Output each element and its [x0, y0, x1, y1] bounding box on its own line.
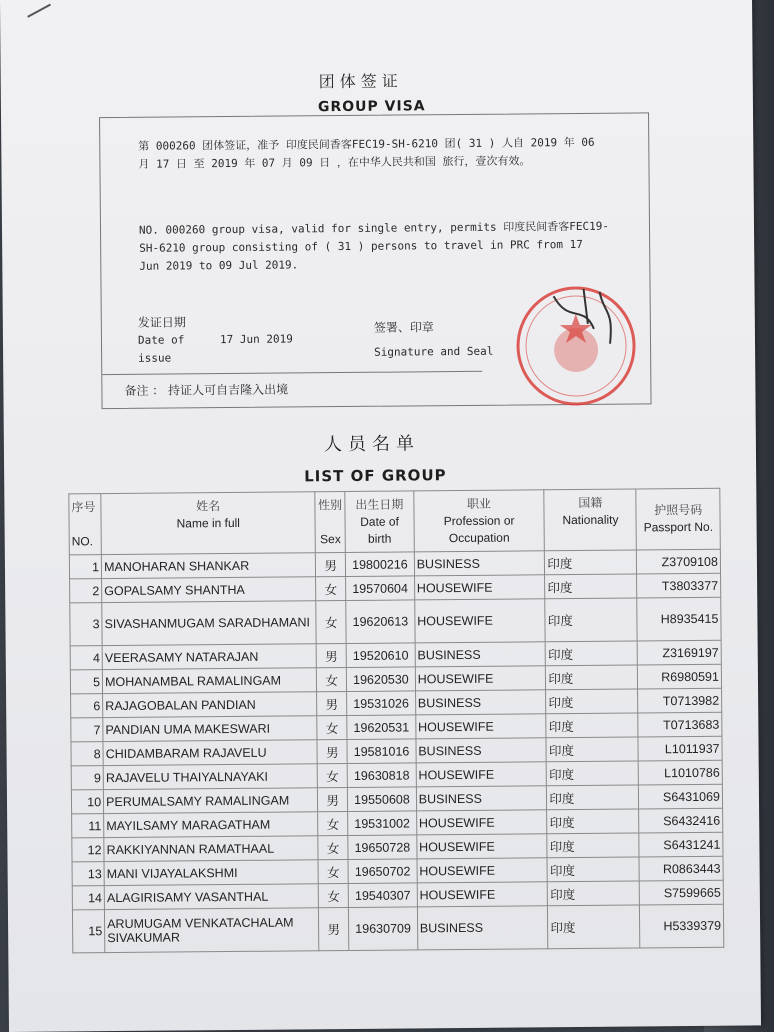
member-nationality: 印度 [545, 574, 637, 599]
member-profession: BUSINESS [415, 690, 546, 715]
member-dob: 19630709 [349, 907, 418, 951]
visa-details-box [99, 112, 652, 409]
member-passport: H5339379 [640, 904, 724, 948]
member-dob: 19630818 [347, 763, 416, 788]
member-profession: BUSINESS [416, 786, 547, 811]
pen-mark [27, 4, 51, 18]
row-number: 8 [71, 742, 103, 766]
member-nationality: 印度 [547, 785, 639, 810]
member-dob: 19650702 [348, 859, 417, 884]
member-profession: HOUSEWIFE [416, 810, 547, 835]
member-name: MAYILSAMY MARAGATHAM [104, 812, 318, 838]
member-name: SIVASHANMUGAM SARADHAMANI [102, 601, 317, 646]
member-profession: HOUSEWIFE [416, 762, 547, 787]
member-profession: BUSINESS [417, 906, 548, 950]
member-nationality: 印度 [547, 809, 639, 834]
visa-text-chinese: 第 000260 团体签证，准予 印度民间香客FEC19-SH-6210 团( 31 ) 人自 2019 年 06 月 17 日 至 2019 年 07 月 09 日 ，在中华人民共和国 旅行，壹次有效。 [138, 135, 595, 171]
signature-label-cn: 签署、印章 [373, 320, 434, 335]
member-name: GOPALSAMY SHANTHA [102, 577, 316, 603]
member-nationality: 印度 [546, 665, 638, 690]
header-dob: 出生日期 Date of birth [345, 491, 414, 553]
row-number: 7 [71, 718, 103, 742]
member-dob: 19570604 [346, 576, 415, 601]
member-passport: S7599665 [640, 880, 724, 905]
row-number: 14 [72, 886, 104, 910]
member-name: RAKKIYANNAN RAMATHAAL [104, 836, 318, 862]
issue-date-value: 17 Jun 2019 [219, 332, 293, 347]
member-profession: BUSINESS [414, 551, 545, 576]
table-header-row [69, 488, 721, 555]
row-number: 11 [72, 814, 104, 838]
member-name: RAJAVELU THAIYALNAYAKI [103, 764, 317, 790]
group-members-table [68, 488, 724, 954]
member-name: PANDIAN UMA MAKESWARI [103, 716, 317, 742]
member-sex: 女 [317, 763, 347, 787]
row-number: 4 [70, 646, 102, 670]
member-dob: 19520610 [346, 643, 415, 668]
member-name: VEERASAMY NATARAJAN [102, 644, 316, 670]
member-dob: 19540307 [348, 883, 417, 908]
member-sex: 女 [318, 811, 348, 835]
member-dob: 19620613 [346, 600, 415, 644]
member-dob: 19550608 [348, 787, 417, 812]
row-number: 9 [71, 766, 103, 790]
list-title-chinese: 人员名单 [323, 433, 420, 456]
title-english: GROUP VISA [317, 98, 426, 116]
visa-text-english: NO. 000260 group visa, valid for single entry, permits 印度民间香客FEC19-SH-6210 group consisting of ( 31 ) persons to travel in PRC from 17 Jun 2019 to 09 Jul 2019. [138, 219, 610, 273]
member-nationality: 印度 [546, 689, 638, 714]
header-passport: 护照号码 Passport No. [636, 488, 720, 550]
member-dob: 19800216 [346, 552, 415, 577]
member-sex: 女 [318, 835, 348, 859]
header-no: 序号 NO. [69, 494, 102, 555]
member-sex: 男 [319, 907, 349, 950]
member-sex: 女 [316, 577, 346, 601]
member-nationality: 印度 [545, 641, 637, 666]
member-passport: R6980591 [638, 664, 722, 689]
note-divider [102, 371, 482, 375]
member-passport: T3803377 [637, 573, 721, 598]
row-number: 12 [72, 838, 104, 862]
member-passport: Z3709108 [637, 549, 721, 574]
table-row [72, 904, 723, 953]
member-profession: HOUSEWIFE [417, 882, 548, 907]
row-number: 5 [70, 670, 102, 694]
member-name: PERUMALSAMY RAMALINGAM [104, 788, 318, 814]
remarks-note: 备注 ： 持证人可自吉隆入出境 [124, 382, 289, 398]
member-sex: 男 [317, 692, 347, 716]
member-nationality: 印度 [546, 737, 638, 762]
member-profession: BUSINESS [416, 738, 547, 763]
member-sex: 女 [318, 883, 348, 907]
member-nationality: 印度 [547, 857, 639, 882]
member-passport: Z3169197 [638, 640, 722, 665]
member-nationality: 印度 [548, 905, 640, 949]
member-sex: 男 [318, 787, 348, 811]
member-sex: 女 [318, 859, 348, 883]
row-number: 13 [72, 862, 104, 886]
issue-date-label-en: Date of issue [137, 333, 185, 365]
member-nationality: 印度 [545, 598, 637, 642]
member-name: CHIDAMBARAM RAJAVELU [103, 740, 317, 766]
member-nationality: 印度 [547, 761, 639, 786]
member-name: ARUMUGAM VENKATACHALAM SIVAKUMAR [105, 908, 320, 953]
member-sex: 女 [317, 715, 347, 739]
member-nationality: 印度 [548, 881, 640, 906]
member-sex: 男 [316, 644, 346, 668]
header-nationality: 国籍 Nationality [544, 489, 637, 551]
member-dob: 19581016 [347, 739, 416, 764]
list-title-english: LIST OF GROUP [304, 466, 447, 486]
member-profession: HOUSEWIFE [415, 714, 546, 739]
member-name: MANOHARAN SHANKAR [101, 553, 315, 579]
member-passport: T0713683 [638, 712, 722, 737]
member-passport: L1011937 [638, 736, 722, 761]
member-sex: 男 [317, 739, 347, 763]
member-profession: HOUSEWIFE [415, 666, 546, 691]
member-name: ALAGIRISAMY VASANTHAL [104, 884, 318, 910]
member-sex: 男 [316, 553, 346, 577]
member-name: MOHANAMBAL RAMALINGAM [102, 668, 316, 694]
member-profession: HOUSEWIFE [414, 599, 545, 643]
header-profession: 职业 Profession or Occupation [414, 490, 545, 552]
row-number: 1 [69, 555, 101, 579]
member-nationality: 印度 [545, 550, 637, 575]
row-number: 2 [70, 579, 102, 603]
member-sex: 女 [317, 668, 347, 692]
member-nationality: 印度 [546, 713, 638, 738]
member-passport: L1010786 [639, 760, 723, 785]
official-seal-icon [514, 283, 639, 408]
row-number: 10 [71, 790, 103, 814]
row-number: 3 [70, 603, 102, 646]
member-dob: 19650728 [348, 835, 417, 860]
member-dob: 19620531 [347, 715, 416, 740]
table-row [70, 597, 721, 646]
header-sex: 性别 Sex [315, 492, 345, 553]
row-number: 15 [72, 910, 104, 953]
header-name: 姓名 Name in full [101, 492, 316, 555]
member-sex: 女 [316, 601, 346, 644]
member-dob: 19531002 [348, 811, 417, 836]
issue-date-label-cn: 发证日期 [137, 315, 186, 330]
title-chinese: 团体签证 [318, 71, 403, 92]
row-number: 6 [71, 694, 103, 718]
member-dob: 19531026 [347, 691, 416, 716]
member-profession: HOUSEWIFE [417, 834, 548, 859]
member-passport: R0863443 [639, 856, 723, 881]
member-passport: T0713982 [638, 688, 722, 713]
member-passport: S6432416 [639, 808, 723, 833]
member-passport: H8935415 [637, 597, 721, 641]
signature-label-en: Signature and Seal [374, 344, 494, 359]
member-profession: HOUSEWIFE [417, 858, 548, 883]
member-profession: BUSINESS [415, 642, 546, 667]
member-nationality: 印度 [547, 833, 639, 858]
member-dob: 19620530 [347, 667, 416, 692]
member-passport: S6431241 [639, 832, 723, 857]
member-name: RAJAGOBALAN PANDIAN [103, 692, 317, 718]
member-passport: S6431069 [639, 784, 723, 809]
member-profession: HOUSEWIFE [414, 575, 545, 600]
member-name: MANI VIJAYALAKSHMI [104, 860, 318, 886]
